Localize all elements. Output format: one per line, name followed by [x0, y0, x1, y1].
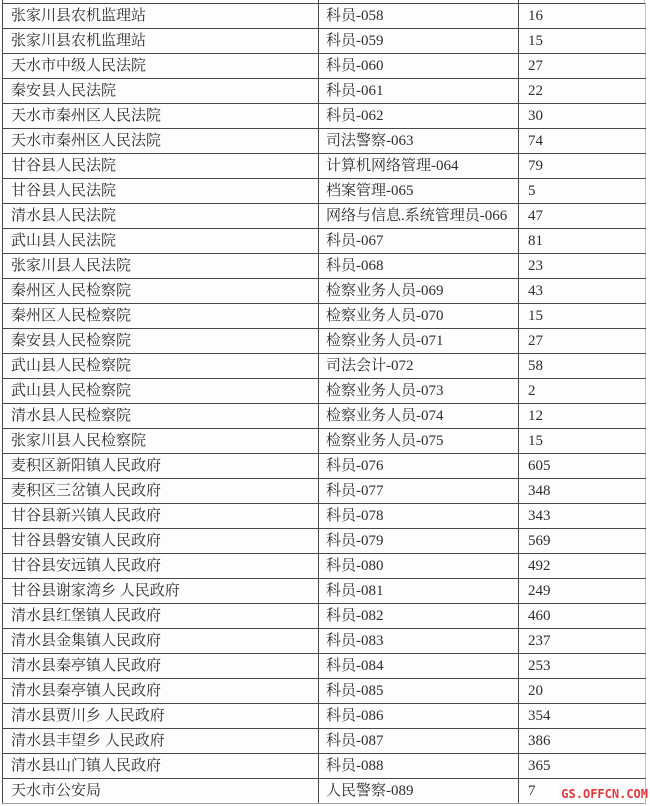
cell-applicant-count: 15	[519, 429, 646, 454]
cell-position-code: 科员-059	[319, 29, 519, 54]
table-row	[3, 679, 646, 704]
cell-position-code: 检察业务人员-071	[319, 329, 519, 354]
cell-applicant-count: 492	[519, 554, 646, 579]
table-row	[3, 54, 646, 79]
cell-applicant-count: 79	[519, 154, 646, 179]
cell-recruiting-unit: 武山县人民检察院	[3, 354, 319, 379]
cell-recruiting-unit: 秦州区人民检察院	[3, 304, 319, 329]
cell-position-code: 计算机网络管理-064	[319, 154, 519, 179]
table-row	[3, 754, 646, 779]
cell-recruiting-unit: 清水县丰望乡 人民政府	[3, 729, 319, 754]
table-row	[3, 104, 646, 129]
cell-applicant-count: 15	[519, 304, 646, 329]
cell-applicant-count: 23	[519, 254, 646, 279]
cell-position-code: 档案管理-065	[319, 179, 519, 204]
table-row	[3, 354, 646, 379]
cell-applicant-count: 569	[519, 529, 646, 554]
table-row	[3, 604, 646, 629]
cell-applicant-count: 2	[519, 379, 646, 404]
cell-recruiting-unit: 甘谷县谢家湾乡 人民政府	[3, 579, 319, 604]
cell-position-code: 科员-077	[319, 479, 519, 504]
cell-position-code: 科员-087	[319, 729, 519, 754]
cell-applicant-count: 12	[519, 404, 646, 429]
cell-position-code: 科员-083	[319, 629, 519, 654]
cell-position-code: 科员-061	[319, 79, 519, 104]
cell-position-code: 科员-082	[319, 604, 519, 629]
cell-recruiting-unit: 武山县人民检察院	[3, 379, 319, 404]
table-row	[3, 129, 646, 154]
table-row	[3, 654, 646, 679]
table-body	[3, 4, 646, 804]
cell-recruiting-unit: 麦积区新阳镇人民政府	[3, 454, 319, 479]
cell-position-code: 科员-080	[319, 554, 519, 579]
cell-applicant-count: 27	[519, 54, 646, 79]
cell-recruiting-unit: 清水县秦亭镇人民政府	[3, 679, 319, 704]
table-row	[3, 454, 646, 479]
cell-applicant-count: 20	[519, 679, 646, 704]
cell-applicant-count: 343	[519, 504, 646, 529]
cell-applicant-count: 74	[519, 129, 646, 154]
cell-applicant-count: 47	[519, 204, 646, 229]
cell-recruiting-unit: 清水县红堡镇人民政府	[3, 604, 319, 629]
cell-position-code: 科员-068	[319, 254, 519, 279]
cell-position-code: 人民警察-089	[319, 779, 519, 804]
cell-applicant-count: 237	[519, 629, 646, 654]
cell-applicant-count: 253	[519, 654, 646, 679]
cell-recruiting-unit: 秦安县人民法院	[3, 79, 319, 104]
cell-position-code: 科员-081	[319, 579, 519, 604]
cell-position-code: 检察业务人员-074	[319, 404, 519, 429]
cell-recruiting-unit: 天水市公安局	[3, 779, 319, 804]
watermark: GS.OFFCN.COM	[561, 787, 648, 801]
cell-position-code: 科员-078	[319, 504, 519, 529]
cell-applicant-count: 22	[519, 79, 646, 104]
cell-recruiting-unit: 张家川县人民法院	[3, 254, 319, 279]
table-row	[3, 379, 646, 404]
cell-applicant-count: 58	[519, 354, 646, 379]
table-row	[3, 504, 646, 529]
cell-applicant-count: 5	[519, 179, 646, 204]
cell-applicant-count: 386	[519, 729, 646, 754]
cell-recruiting-unit: 清水县人民检察院	[3, 404, 319, 429]
table-row	[3, 204, 646, 229]
cell-applicant-count: 7	[519, 779, 646, 804]
cell-position-code: 科员-058	[319, 4, 519, 29]
table-row	[3, 629, 646, 654]
table-row	[3, 304, 646, 329]
table-row	[3, 29, 646, 54]
table-row	[3, 179, 646, 204]
cell-position-code: 科员-084	[319, 654, 519, 679]
cell-recruiting-unit: 甘谷县人民法院	[3, 179, 319, 204]
cell-applicant-count: 15	[519, 29, 646, 54]
cell-position-code: 司法会计-072	[319, 354, 519, 379]
table-row	[3, 529, 646, 554]
cell-applicant-count: 81	[519, 229, 646, 254]
cell-position-code: 检察业务人员-070	[319, 304, 519, 329]
cell-applicant-count: 354	[519, 704, 646, 729]
cell-recruiting-unit: 甘谷县人民法院	[3, 154, 319, 179]
cell-applicant-count: 605	[519, 454, 646, 479]
cell-recruiting-unit: 清水县秦亭镇人民政府	[3, 654, 319, 679]
table-row	[3, 154, 646, 179]
cell-position-code: 科员-088	[319, 754, 519, 779]
cell-position-code: 检察业务人员-073	[319, 379, 519, 404]
table-row	[3, 254, 646, 279]
recruitment-table	[2, 3, 646, 804]
cell-recruiting-unit: 甘谷县磐安镇人民政府	[3, 529, 319, 554]
table-row	[3, 479, 646, 504]
cell-position-code: 科员-085	[319, 679, 519, 704]
cell-position-code: 科员-076	[319, 454, 519, 479]
cell-recruiting-unit: 甘谷县新兴镇人民政府	[3, 504, 319, 529]
cell-recruiting-unit: 麦积区三岔镇人民政府	[3, 479, 319, 504]
cell-recruiting-unit: 清水县金集镇人民政府	[3, 629, 319, 654]
table-row	[3, 729, 646, 754]
cell-recruiting-unit: 甘谷县安远镇人民政府	[3, 554, 319, 579]
table-row	[3, 779, 646, 804]
cell-recruiting-unit: 清水县贾川乡 人民政府	[3, 704, 319, 729]
cell-applicant-count: 460	[519, 604, 646, 629]
cell-applicant-count: 365	[519, 754, 646, 779]
cell-applicant-count: 16	[519, 4, 646, 29]
cell-recruiting-unit: 天水市秦州区人民法院	[3, 104, 319, 129]
table-row	[3, 4, 646, 29]
cell-applicant-count: 43	[519, 279, 646, 304]
cell-recruiting-unit: 清水县山门镇人民政府	[3, 754, 319, 779]
cell-position-code: 科员-067	[319, 229, 519, 254]
cell-position-code: 科员-060	[319, 54, 519, 79]
cell-recruiting-unit: 清水县人民法院	[3, 204, 319, 229]
table-row	[3, 579, 646, 604]
table-row	[3, 429, 646, 454]
cell-applicant-count: 348	[519, 479, 646, 504]
table-row	[3, 229, 646, 254]
cell-applicant-count: 27	[519, 329, 646, 354]
cell-position-code: 检察业务人员-069	[319, 279, 519, 304]
cell-recruiting-unit: 武山县人民法院	[3, 229, 319, 254]
cell-recruiting-unit: 张家川县农机监理站	[3, 29, 319, 54]
table-row	[3, 279, 646, 304]
cell-position-code: 网络与信息.系统管理员-066	[319, 204, 519, 229]
cell-recruiting-unit: 张家川县农机监理站	[3, 4, 319, 29]
cell-recruiting-unit: 秦州区人民检察院	[3, 279, 319, 304]
cell-recruiting-unit: 天水市秦州区人民法院	[3, 129, 319, 154]
cell-position-code: 检察业务人员-075	[319, 429, 519, 454]
cell-applicant-count: 249	[519, 579, 646, 604]
cell-position-code: 科员-079	[319, 529, 519, 554]
table-row	[3, 329, 646, 354]
cell-position-code: 科员-062	[319, 104, 519, 129]
cell-position-code: 司法警察-063	[319, 129, 519, 154]
cell-applicant-count: 30	[519, 104, 646, 129]
table-row	[3, 404, 646, 429]
cell-recruiting-unit: 张家川县人民检察院	[3, 429, 319, 454]
cell-position-code: 科员-086	[319, 704, 519, 729]
cell-recruiting-unit: 秦安县人民检察院	[3, 329, 319, 354]
table-row	[3, 704, 646, 729]
cell-recruiting-unit: 天水市中级人民法院	[3, 54, 319, 79]
table-row	[3, 554, 646, 579]
table-row	[3, 79, 646, 104]
